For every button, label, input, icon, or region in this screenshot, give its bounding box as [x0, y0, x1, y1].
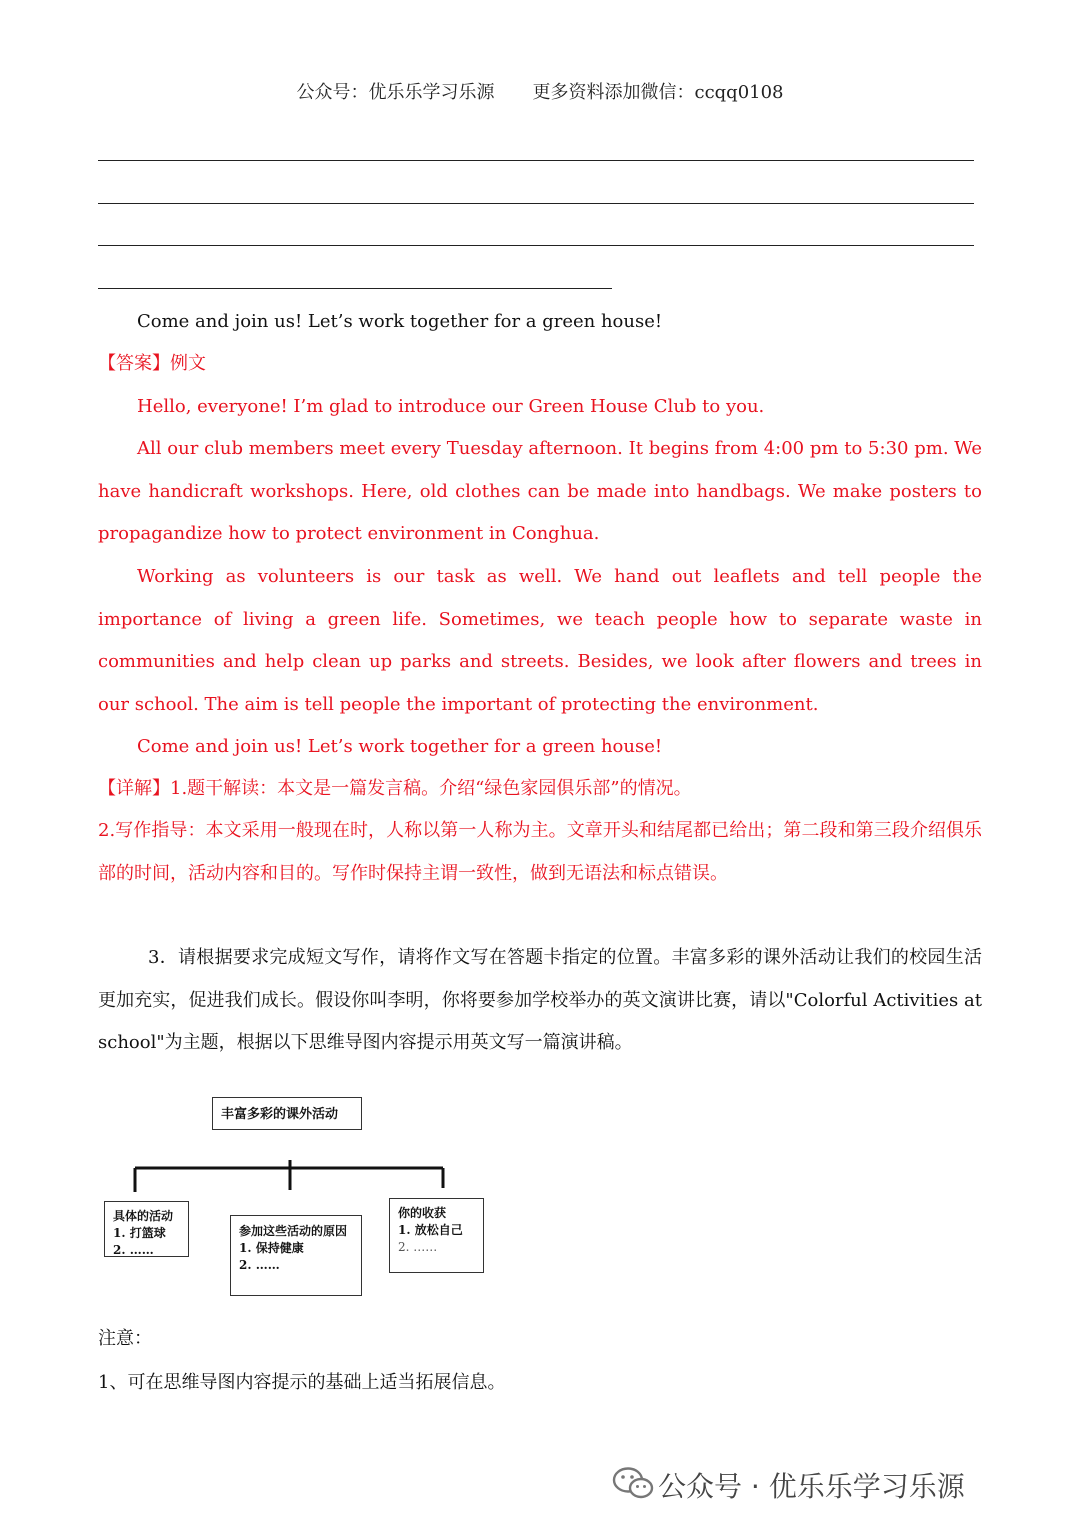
mindmap-branch-activities [104, 1201, 189, 1257]
answer-label: 【答案】例文 [98, 353, 206, 374]
closing-line: Come and join us! Let’s work together for a green house! [137, 311, 663, 332]
explain-line-2: 2.写作指导：本文采用一般现在时，人称以第一人称为主。文章开头和结尾都已给出；第二段和第三段介绍俱乐部的时间，活动内容和目的。写作时保持主谓一致性，做到无语法和标点错误。 [98, 820, 982, 884]
answer-line [98, 203, 974, 204]
branch-title: 参加这些活动的原因 [239, 1224, 348, 1238]
mindmap-root: 丰富多彩的课外活动 [212, 1097, 362, 1130]
answer-line [98, 160, 974, 161]
answer-paragraph-4: Come and join us! Let’s work together for a green house! [137, 736, 663, 757]
wechat-icon [612, 1466, 654, 1500]
branch-item: 2. …… [239, 1258, 280, 1272]
branch-title: 具体的活动 [113, 1209, 174, 1223]
answer-paragraph-2: All our club members meet every Tuesday afternoon. It begins from 4:00 pm to 5:30 pm. We have handicraft workshops. Here, old clothes can be made into handbags. We make posters to propagandize how to protect environment in Conghua. [98, 438, 982, 544]
answer-line [98, 288, 612, 289]
branch-item: 1. 打篮球 [113, 1226, 166, 1240]
header-wechat: 更多资料添加微信：ccqq0108 [532, 82, 784, 103]
explain-line-1: 【详解】1.题干解读：本文是一篇发言稿。介绍“绿色家园俱乐部”的情况。 [98, 778, 692, 799]
notes-item-1: 1、可在思维导图内容提示的基础上适当拓展信息。 [98, 1372, 506, 1393]
mindmap-branch-reasons [230, 1215, 362, 1296]
branch-item: 1. 保持健康 [239, 1241, 304, 1255]
notes-title: 注意： [98, 1328, 152, 1349]
branch-item: 1. 放松自己 [398, 1223, 463, 1237]
answer-line [98, 245, 974, 246]
mindmap-branch-gains [389, 1198, 484, 1273]
header-account: 公众号：优乐乐学习乐源 [296, 82, 495, 103]
branch-item: 2. …… [113, 1243, 154, 1257]
branch-item: 2. …… [398, 1240, 438, 1254]
branch-title: 你的收获 [398, 1206, 447, 1220]
question-3: 3．请根据要求完成短文写作，请将作文写在答题卡指定的位置。丰富多彩的课外活动让我们的校园生活更加充实，促进我们成长。假设你叫李明，你将要参加学校举办的英文演讲比赛，请以"Colorful Activities at school"为主题，根据以下思维导图内容提示用英文写一篇演讲稿。 [98, 947, 982, 1053]
watermark-text: 公众号 · 优乐乐学习乐源 [658, 1470, 965, 1503]
answer-paragraph-1: Hello, everyone! I’m glad to introduce our Green House Club to you. [137, 396, 765, 417]
page-header [0, 78, 1080, 104]
answer-paragraph-3: Working as volunteers is our task as well. We hand out leaflets and tell people the importance of living a green life. Sometimes, we teach people how to separate waste in communities and help clean up parks and streets. Besides, we look after flowers and trees in our school. The aim is tell people the important of protecting the environment. [98, 566, 982, 715]
mindmap-connectors [130, 1158, 450, 1194]
